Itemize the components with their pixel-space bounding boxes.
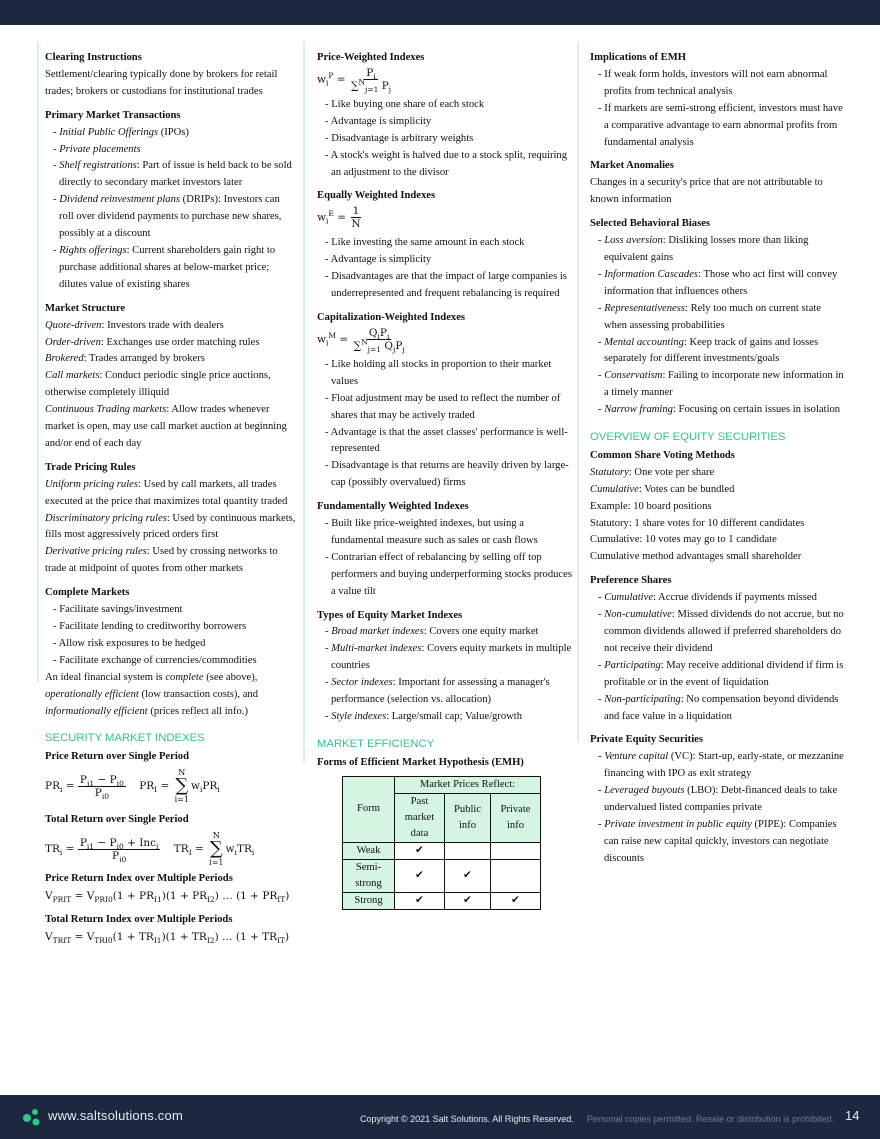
emh-col-header: Past market data — [395, 793, 445, 842]
list-item — [45, 318, 297, 335]
list-item: - Sector indexes: Important for assessing a manager's performance (selection vs. allocation) — [325, 677, 550, 706]
impl-list — [582, 67, 844, 152]
page-number: 14 — [845, 1108, 860, 1123]
list-item-text: : No compensation beyond dividends and face value in a liquidation — [604, 693, 839, 722]
list-item: - Advantage is that the asset classes' performance is well-represented — [325, 426, 568, 455]
list-item-text: : Rely too much on current state when assessing probabilities — [604, 302, 821, 331]
heading-price-weighted: Price-Weighted Indexes — [317, 52, 425, 63]
list-item-text: : Trades arranged by brokers — [83, 353, 205, 365]
list-item: - Information Cascades: Those who act first will convey information that influences others — [598, 268, 838, 297]
list-item-text: Disadvantages are that the impact of large companies is underrepresented and frequent rebalancing is required — [331, 271, 567, 300]
primary-list — [37, 125, 297, 294]
list-item-term: Order-driven — [45, 336, 101, 348]
list-item: - Cumulative: Accrue dividends if payments missed — [598, 592, 817, 604]
list-item: - If weak form holds, investors will not earn abnormal profits from technical analysis — [598, 68, 828, 97]
heading-price-return-single: Price Return over Single Period — [45, 751, 189, 763]
anomalies-text: Changes in a security's price that are not attributable to known information — [590, 177, 823, 206]
formula-price-return-index: $V_{PRIT} = V_{PRI0}(1 + PR_{I1})(1 + PR_{I2})$ … $(1 + PR_{IT})$ — [45, 890, 290, 905]
list-item: - Initial Public Offerings (IPOs) — [53, 126, 189, 138]
list-item-term: Non-participating — [604, 693, 681, 705]
list-item: - If markets are semi-strong efficient, investors must have a comparative advantage to earn abnormal profits from fundamental analysis — [598, 102, 843, 148]
list-item-text: : Votes can be bundled — [638, 483, 735, 495]
list-item-term: Uniform pricing rules — [45, 478, 138, 490]
list-item-text: (IPOs) — [158, 126, 189, 138]
list-item-text: Example: 10 board positions — [590, 500, 712, 512]
list-item-term: Continuous Trading markets — [45, 404, 167, 416]
formula-equal-weighted: $w_i^E$ = $\frac{1}{N}$ — [317, 205, 361, 231]
list-item — [590, 516, 844, 533]
ew-list — [309, 235, 575, 303]
list-item — [45, 368, 297, 402]
list-item — [45, 351, 297, 368]
heading-equal-weighted: Equally Weighted Indexes — [317, 190, 436, 202]
list-item-term: Representativeness — [604, 302, 685, 314]
list-item-text: : Conduct periodic single price auctions, otherwise completely illiquid — [45, 370, 271, 399]
list-item-text: Advantage is simplicity — [330, 115, 432, 127]
voting-list — [582, 465, 844, 566]
list-item: - Like buying one share of each stock — [325, 98, 485, 110]
list-item-term: Rights offerings — [59, 244, 127, 256]
list-item-text: : Used by crossing networks to trade at midpoint of quotes from other markets — [45, 546, 278, 575]
list-item-text: : One vote per share — [628, 466, 715, 478]
column-1 — [37, 50, 297, 946]
list-item-term: Mental accounting — [604, 336, 684, 348]
list-item — [590, 499, 844, 516]
list-item — [45, 477, 297, 511]
list-item: - Disadvantages are that the impact of large companies is underrepresented and frequent rebalancing is required — [325, 271, 567, 300]
list-item-text: : Failing to incorporate new information in a timely manner — [604, 370, 844, 399]
list-item — [45, 544, 297, 578]
list-item-term: Sector indexes — [331, 677, 393, 689]
salt-logo-icon — [21, 1107, 43, 1127]
formula-total-return: $TR_i$ = $\frac{P_{i1} - P_{i0} + Inc_i}{P_{i0}}$ $TR_I$ = N ∑ i=1 $w_iTR_i$ — [45, 831, 255, 868]
list-item-text: Facilitate lending to creditworthy borrowers — [59, 621, 247, 632]
list-item — [590, 532, 844, 549]
list-item: - Built like price-weighted indexes, but using a fundamental measure such as sales or cash flows — [325, 518, 538, 546]
list-item-text: Disadvantage is arbitrary weights — [331, 132, 474, 144]
list-item-term: Shelf registrations — [59, 160, 137, 172]
list-item-term: Brokered — [45, 353, 84, 365]
list-item-text: : Missed dividends do not accrue, but no common dividends allowed if preferred shareholders do not receive their dividend — [604, 609, 844, 654]
list-item-text: Disadvantage is that returns are heavily driven by large-cap (possibly overvalued) firms — [331, 460, 569, 489]
pref-list — [582, 590, 844, 725]
list-item: - Like investing the same amount in each stock — [325, 237, 525, 249]
section-equity-securities: OVERVIEW OF EQUITY SECURITIES — [590, 431, 786, 444]
emh-form-cell: Semi-strong — [343, 859, 395, 892]
list-item — [45, 511, 297, 545]
list-item-term: Statutory — [590, 466, 629, 478]
list-item — [45, 402, 297, 453]
emh-form-cell: Strong — [343, 892, 395, 909]
list-item-term: Call markets — [45, 370, 100, 382]
formula-cap-weighted: $w_i^M$ = $\frac{Q_iP_i}{\sum^N_{j=1} Q_jP_j}$ — [317, 326, 405, 354]
list-item: - Conservatism: Failing to incorporate new information in a timely manner — [598, 370, 844, 399]
types-list — [309, 624, 575, 725]
list-item — [45, 335, 297, 352]
list-item-text: Built like price-weighted indexes, but using a fundamental measure such as sales or cash flows — [331, 518, 538, 546]
emh-check-cell: ✔ — [445, 892, 491, 909]
pw-list — [309, 97, 575, 182]
heading-structure: Market Structure — [45, 302, 126, 314]
heading-total-return-single: Total Return over Single Period — [45, 814, 189, 826]
formula-total-return-index: $V_{TRIT} = V_{TRI0}(1 + TR_{I1})(1 + TR_{I2})$ … $(1 + TR_{IT})$ — [45, 930, 290, 945]
list-item-text: Advantage is that the asset classes' performance is well-represented — [330, 426, 568, 455]
list-item-text: Statutory: 1 share votes for 10 different candidates — [590, 517, 805, 529]
heading-private-equity: Private Equity Securities — [590, 734, 703, 746]
emh-check-cell: ✔ — [395, 892, 445, 909]
list-item-term: Venture capital — [604, 751, 669, 763]
list-item-term: Cumulative — [604, 592, 654, 604]
list-item-term: Quote-driven — [45, 319, 102, 331]
list-item — [590, 482, 844, 499]
heading-clearing: Clearing Instructions — [45, 52, 142, 63]
list-item-term: Non-cumulative — [604, 609, 672, 621]
list-item: - Facilitate exchange of currencies/commodities — [53, 654, 257, 666]
ideal-system-text: An ideal financial system is complete (see above), operationally efficient (low transaction costs), and informationally efficient (prices reflect all info.) — [45, 671, 259, 717]
list-item-text: : Important for assessing a manager's performance (selection vs. allocation) — [331, 677, 550, 706]
emh-table — [342, 776, 541, 910]
heading-voting: Common Share Voting Methods — [590, 449, 735, 461]
footer-copyright: Copyright © 2021 Salt Solutions. All Rights Reserved. — [360, 1114, 574, 1124]
formula-price-return: $PR_i$ = $\frac{P_{i1} - P_{i0}}{P_{i0}}$ $PR_I$ = N ∑ i=1 $w_iPR_i$ — [45, 768, 220, 805]
list-item: - Leveraged buyouts (LBO): Debt-financed deals to take undervalued listed companies private — [598, 785, 838, 814]
list-item-term: Cumulative — [590, 483, 639, 495]
list-item-text: : Part of issue is held back to be sold directly to secondary market investors later — [59, 160, 292, 189]
top-bar — [0, 0, 880, 25]
list-item-text: Facilitate savings/investment — [59, 604, 183, 616]
list-item-term: Information Cascades — [604, 268, 699, 280]
list-item-text: : Investors trade with dealers — [101, 319, 224, 331]
list-item-text: Like holding all stocks in proportion to their market values — [331, 358, 552, 387]
list-item-text: (VC): Start-up, early-state, or mezzanine financing with IPO as exit strategy — [604, 751, 844, 780]
column-3 — [582, 50, 844, 868]
list-item: - Multi-market indexes: Covers equity markets in multiple countries — [325, 643, 572, 672]
clearing-text: Settlement/clearing typically done by brokers for retail trades; brokers or custodians for institutional trades — [45, 68, 278, 97]
bias-list — [582, 233, 844, 419]
complete-list — [37, 602, 297, 670]
list-item-text: : Accrue dividends if payments missed — [653, 592, 817, 604]
list-item: - Mental accounting: Keep track of gains and losses separately for different investments/goals — [598, 336, 819, 365]
emh-row-weak — [343, 842, 541, 859]
list-item-text: : Covers one equity market — [423, 626, 539, 638]
list-item — [590, 465, 844, 482]
list-item-text: : Covers equity markets in multiple countries — [331, 643, 572, 672]
list-item-text: (PIPE): Companies can raise new capital quickly, investors can negotiate discounts — [604, 818, 837, 864]
heading-primary: Primary Market Transactions — [45, 109, 181, 121]
list-item: - Loss aversion: Disliking losses more than liking equivalent gains — [598, 235, 809, 263]
list-item-term: Private investment in public equity — [604, 818, 752, 830]
list-item: - Non-participating: No compensation beyond dividends and face value in a liquidation — [598, 693, 839, 722]
list-item-term: Derivative pricing rules — [45, 546, 147, 558]
list-item-text: Facilitate exchange of currencies/commodities — [59, 654, 257, 666]
emh-col-header: Public info — [445, 793, 491, 842]
list-item-text: Float adjustment may be used to reflect the number of shares that may be actively traded — [331, 392, 561, 421]
list-item-term: Private placements — [59, 143, 141, 155]
heading-total-return-index: Total Return Index over Multiple Periods — [45, 913, 233, 925]
list-item-term: Style indexes — [331, 711, 387, 722]
list-item: - Allow risk exposures to be hedged — [53, 637, 206, 649]
emh-check-cell — [491, 842, 541, 859]
list-item-text: (LBO): Debt-financed deals to take undervalued listed companies private — [604, 785, 838, 814]
emh-check-cell: ✔ — [491, 892, 541, 909]
list-item-text: Cumulative method advantages small shareholder — [590, 551, 802, 563]
list-item-term: Dividend reinvestment plans — [59, 194, 181, 206]
emh-check-cell: ✔ — [395, 842, 445, 859]
list-item: - Facilitate lending to creditworthy borrowers — [53, 621, 247, 632]
list-item: - Style indexes: Large/small cap; Value/growth — [325, 711, 523, 722]
list-item-text: Contrarian effect of rebalancing by selling off top performers and buying underperforming stocks produces a value tilt — [331, 551, 572, 597]
list-item: - Non-cumulative: Missed dividends do not accrue, but no common dividends allowed if preferred shareholders do not receive their dividend — [598, 609, 844, 654]
list-item: - Like holding all stocks in proportion to their market values — [325, 358, 552, 387]
list-item: - Private placements — [53, 143, 141, 155]
list-item: - Narrow framing: Focusing on certain issues in isolation — [598, 404, 841, 416]
heading-pricing: Trade Pricing Rules — [45, 461, 136, 473]
list-item-text: Allow risk exposures to be hedged — [58, 637, 206, 649]
list-item-text: (DRIPs): Investors can roll over dividend payments to purchase new shares, possibly at a discount — [59, 194, 282, 240]
emh-row-strong — [343, 892, 541, 909]
list-item-text: : Current shareholders gain right to purchase additional shares at below-market price; dilutes value of existing shares — [59, 244, 276, 290]
list-item-term: Discriminatory pricing rules — [45, 512, 167, 524]
list-item: - Contrarian effect of rebalancing by selling off top performers and buying underperforming stocks produces a value tilt — [325, 551, 572, 597]
list-item-text: : Disliking losses more than liking equivalent gains — [604, 235, 809, 263]
emh-group-header: Market Prices Reflect: — [395, 776, 541, 793]
list-item-text: If markets are semi-strong efficient, investors must have a comparative advantage to earn abnormal profits from fundamental analysis — [604, 102, 843, 148]
list-item-text: : Used by call markets, all trades executed at the price that maximizes total quantity traded — [45, 478, 288, 507]
list-item: - Shelf registrations: Part of issue is held back to be sold directly to secondary market investors later — [53, 160, 292, 189]
list-item: - Representativeness: Rely too much on current state when assessing probabilities — [598, 302, 821, 331]
emh-form-cell: Weak — [343, 842, 395, 859]
list-item-term: Narrow framing — [604, 404, 673, 416]
list-item-text: : Allow trades whenever market is open, may use call market auction at beginning and/or end of each day — [45, 404, 287, 449]
list-item-text: : Focusing on certain issues in isolation — [672, 404, 841, 416]
list-item: - Venture capital (VC): Start-up, early-state, or mezzanine financing with IPO as exit strategy — [598, 751, 844, 780]
column-2 — [309, 50, 575, 910]
section-market-efficiency: MARKET EFFICIENCY — [317, 737, 435, 750]
list-item-term: Leveraged buyouts — [604, 785, 685, 797]
list-item: - Rights offerings: Current shareholders gain right to purchase additional shares at below-market price; dilutes value of existing shares — [53, 244, 276, 290]
list-item-text: : Exchanges use order matching rules — [100, 336, 260, 348]
list-item-text: Advantage is simplicity — [330, 254, 432, 266]
list-item-text: If weak form holds, investors will not earn abnormal profits from technical analysis — [604, 68, 828, 97]
heading-price-return-index: Price Return Index over Multiple Periods — [45, 873, 233, 885]
heading-biases: Selected Behavioral Biases — [590, 218, 711, 230]
list-item: - Advantage is simplicity — [325, 254, 432, 266]
section-security-indexes: SECURITY MARKET INDEXES — [45, 732, 205, 745]
column-rule — [577, 42, 579, 742]
list-item-text: : Used by continuous markets, fills most aggressively priced orders first — [45, 512, 296, 541]
list-item: - Disadvantage is arbitrary weights — [325, 132, 474, 144]
heading-index-types: Types of Equity Market Indexes — [317, 609, 463, 621]
list-item-term: Loss aversion — [604, 235, 663, 247]
list-item-text: A stock's weight is halved due to a stock split, requiring an adjustment to the divisor — [330, 149, 568, 178]
list-item: - Dividend reinvestment plans (DRIPs): Investors can roll over dividend payments to purchase new shares, possibly at a discount — [53, 194, 282, 240]
list-item — [590, 549, 844, 566]
list-item: - Participating: May receive additional dividend if firm is profitable or in the event of liquidation — [598, 659, 844, 688]
pe-list — [582, 749, 844, 867]
list-item-text: Cumulative: 10 votes may go to 1 candidate — [590, 534, 777, 546]
emh-check-cell: ✔ — [445, 859, 491, 892]
heading-anomalies: Market Anomalies — [590, 160, 674, 172]
list-item-text: : Large/small cap; Value/growth — [386, 711, 523, 722]
emh-check-cell: ✔ — [395, 859, 445, 892]
list-item: - Broad market indexes: Covers one equity market — [325, 626, 539, 638]
emh-row-semi-strong — [343, 859, 541, 892]
cw-list — [309, 357, 575, 492]
fw-list — [309, 516, 575, 601]
list-item-text: Like investing the same amount in each stock — [331, 237, 525, 249]
formula-price-weighted: $w_i^P$ = $\frac{P_i}{\sum^N_{j=1} P_j}$ — [317, 66, 392, 94]
list-item-term: Broad market indexes — [331, 626, 424, 638]
footer-website[interactable]: www.saltsolutions.com — [48, 1108, 183, 1123]
column-rule — [303, 42, 305, 762]
list-item-text: : May receive additional dividend if firm is profitable or in the event of liquidation — [604, 659, 844, 688]
list-item: - Facilitate savings/investment — [53, 604, 183, 616]
heading-fund-weighted: Fundamentally Weighted Indexes — [317, 501, 469, 513]
list-item-term: Multi-market indexes — [331, 643, 422, 655]
structure-list — [37, 318, 297, 453]
list-item: - Float adjustment may be used to reflect the number of shares that may be actively traded — [325, 392, 561, 421]
footer — [0, 1095, 880, 1139]
heading-complete: Complete Markets — [45, 587, 130, 599]
list-item-term: Participating — [604, 659, 661, 671]
heading-preference: Preference Shares — [590, 575, 672, 587]
list-item-text: Like buying one share of each stock — [331, 98, 485, 110]
emh-check-cell — [491, 859, 541, 892]
emh-form-header: Form — [343, 776, 395, 842]
list-item-text: : Those who act first will convey information that influences others — [604, 268, 838, 297]
footer-note: Personal copies permitted. Resale or distribution is prohibited. — [587, 1114, 835, 1124]
list-item-term: Conservatism — [604, 370, 663, 382]
list-item-text: : Keep track of gains and losses separately for different investments/goals — [604, 336, 819, 365]
heading-emh-implications: Implications of EMH — [590, 52, 686, 63]
pricing-list — [37, 477, 297, 578]
emh-check-cell — [445, 842, 491, 859]
list-item: - Advantage is simplicity — [325, 115, 432, 127]
emh-col-header: Private info — [491, 793, 541, 842]
heading-cap-weighted: Capitalization-Weighted Indexes — [317, 311, 466, 323]
list-item-term: Initial Public Offerings — [59, 126, 159, 138]
list-item: - A stock's weight is halved due to a stock split, requiring an adjustment to the divisor — [325, 149, 568, 178]
list-item: - Disadvantage is that returns are heavily driven by large-cap (possibly overvalued) firms — [325, 460, 569, 489]
heading-emh-forms: Forms of Efficient Market Hypothesis (EMH) — [317, 756, 524, 768]
list-item: - Private investment in public equity (PIPE): Companies can raise new capital quickly, investors can negotiate discounts — [598, 818, 837, 864]
